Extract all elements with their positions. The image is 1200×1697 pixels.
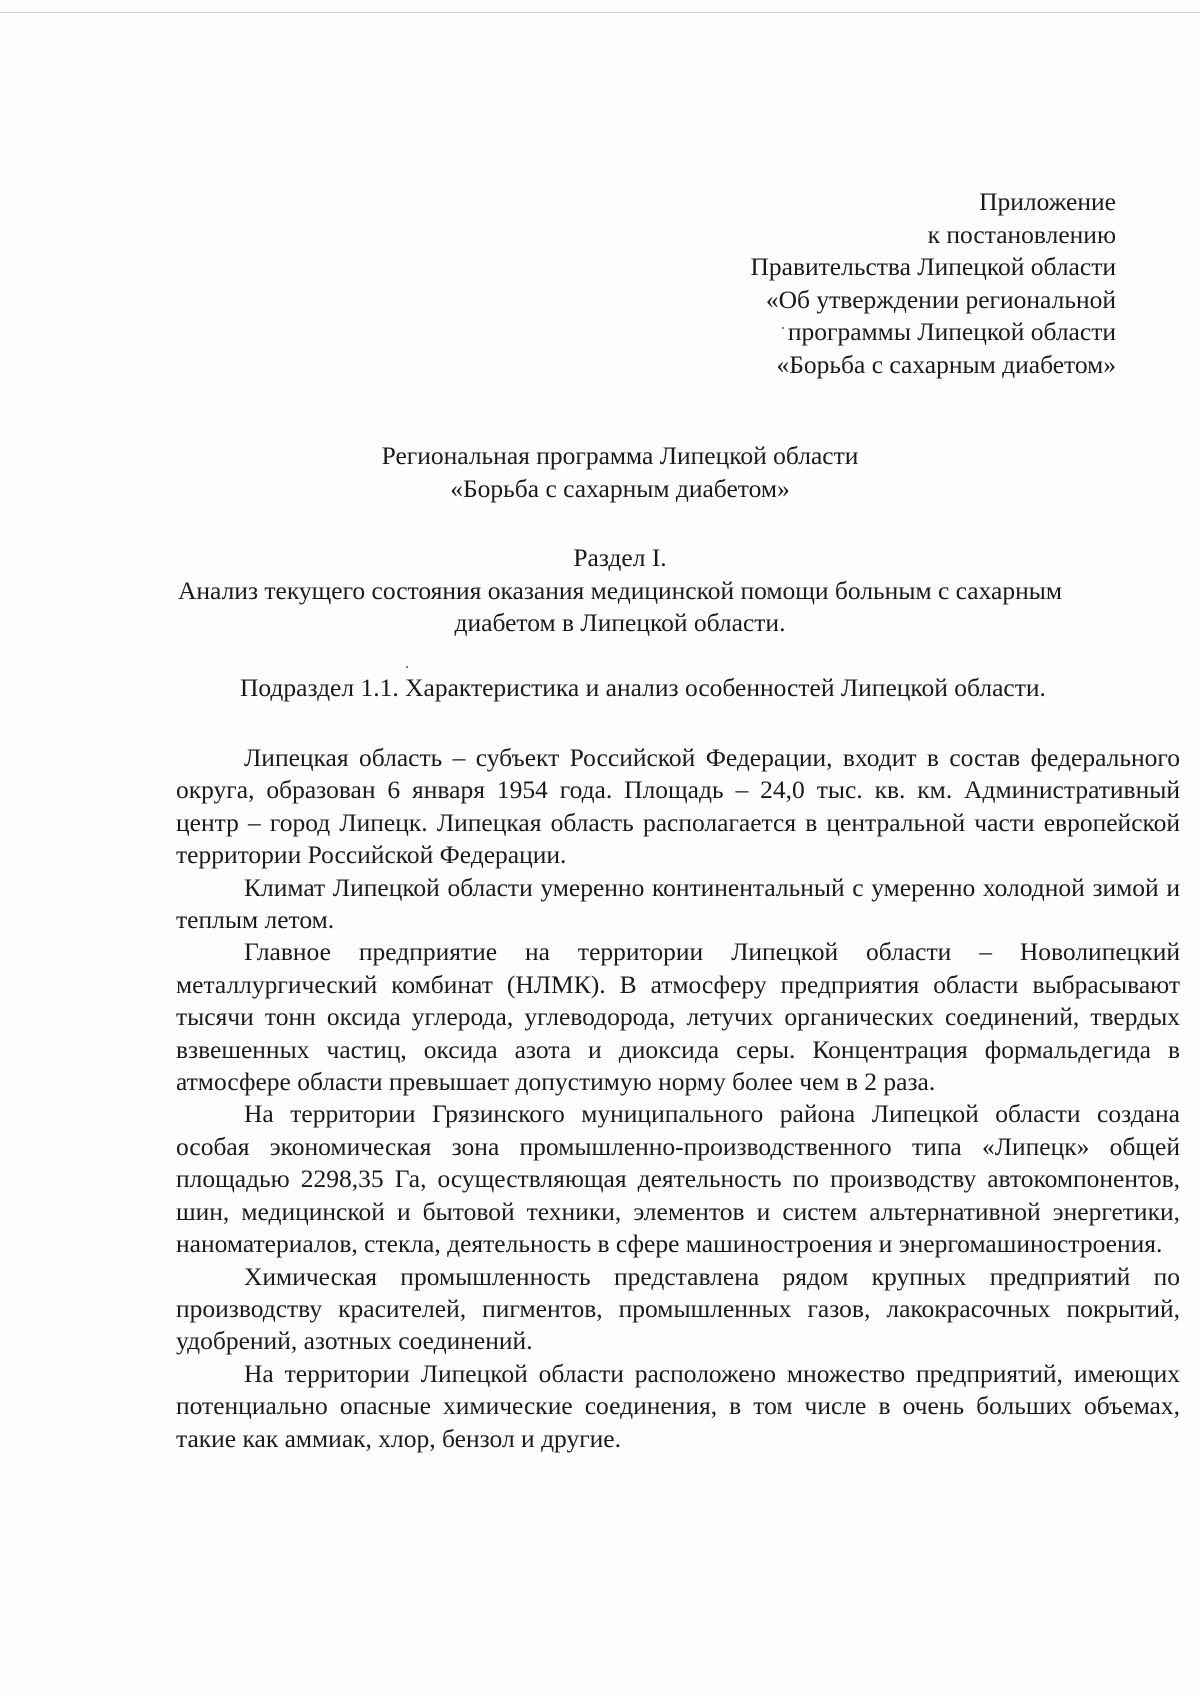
appendix-header — [556, 186, 1116, 381]
paragraph: Липецкая область – субъект Российской Федерации, входит в состав федерального округа, образован 6 января 1954 года. Площадь – 24,0 тыс. кв. км. Административный центр – город Липецк. Липецкая область располагается в центральной части европейской территории Российской Федерации. — [176, 743, 1180, 870]
paragraph: Климат Липецкой области умеренно континентальный с умеренно холодной зимой и теплым летом. — [176, 872, 1180, 935]
section-title-line-1: Анализ текущего состояния оказания медицинской помощи больным с сахарным — [177, 575, 1063, 605]
title-line-1: Региональная программа Липецкой области — [381, 441, 859, 470]
subsection-heading: Подраздел 1.1. Характеристика и анализ особенностей Липецкой области. — [240, 673, 1046, 702]
appendix-line: к постановлению — [927, 219, 1116, 249]
paragraph: На территории Липецкой области расположено множество предприятий, имеющих потенциально опасные химические соединения, в том числе в очень больших объемах, такие как аммиак, хлор, бензол и другие. — [176, 1358, 1180, 1453]
paragraph: Главное предприятие на территории Липецкой области – Новолипецкий металлургический комбинат (НЛМК). В атмосферу предприятия области выбрасывают тысячи тонн оксида углерода, углеводорода, летучих органических соединений, твердых взвешенных частиц, оксида азота и диоксида серы. Концентрация формальдегида в атмосфере области превышает допустимую норму более чем в 2 раза. — [176, 937, 1180, 1097]
scan-speck — [406, 666, 408, 668]
appendix-line: программы Липецкой области — [787, 317, 1116, 346]
title-line-2: «Борьба с сахарным диабетом» — [450, 473, 790, 503]
appendix-line: «Борьба с сахарным диабетом» — [776, 349, 1116, 379]
section-heading — [140, 542, 1100, 640]
appendix-line: «Об утверждении региональной — [765, 284, 1116, 314]
paragraph: Химическая промышленность представлена рядом крупных предприятий по производству красителей, пигментов, промышленных газов, лакокрасочных покрытий, удобрений, азотных соединений. — [176, 1261, 1180, 1356]
scan-speck — [782, 327, 784, 329]
paragraph: На территории Грязинского муниципального района Липецкой области создана особая экономическая зона промышленно-производственного типа «Липецк» общей площадью 2298,35 Га, осуществляющая деятельность по производству автокомпонентов, шин, медицинской и бытовой техники, элементов и систем альтернативной энергетики, наноматериалов, стекла, деятельность в сфере машиностроения и энергомашиностроения. — [176, 1099, 1180, 1259]
body-text — [176, 742, 1180, 1455]
scan-top-edge — [0, 12, 1200, 13]
section-number: Раздел I. — [573, 543, 667, 572]
appendix-line: Приложение — [979, 187, 1116, 216]
appendix-line: Правительства Липецкой области — [750, 252, 1116, 281]
section-title-line-2: диабетом в Липецкой области. — [454, 608, 786, 637]
document-title — [140, 440, 1100, 505]
